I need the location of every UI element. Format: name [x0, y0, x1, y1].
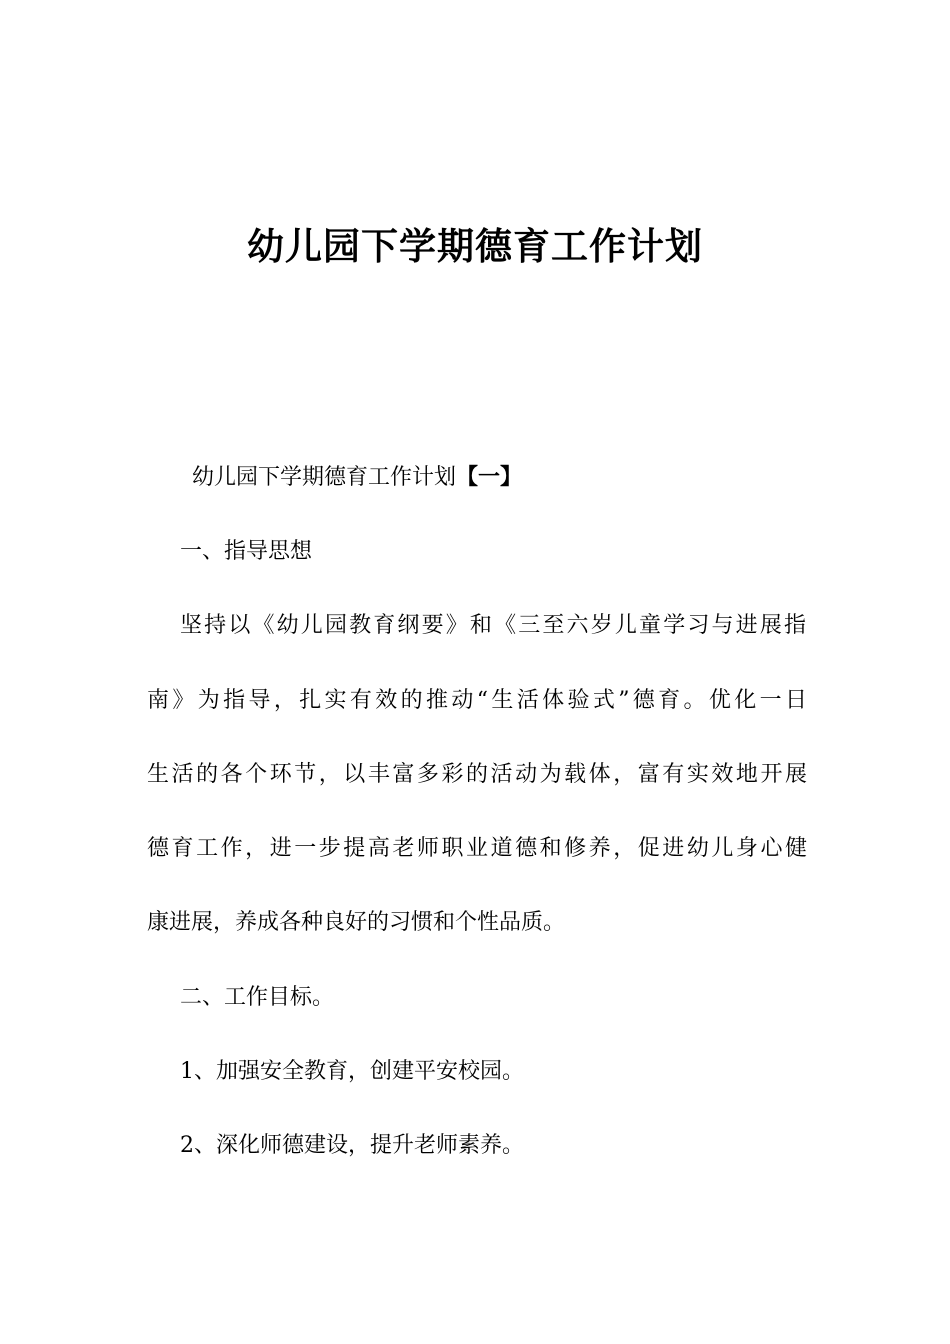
document-title: 幼儿园下学期德育工作计划 [247, 225, 703, 268]
paragraph-line: 康进展，养成各种良好的习惯和个性品质。 [147, 910, 566, 935]
paragraph-line: 南》为指导，扎实有效的推动“生活体验式”德育。优化一日 [147, 688, 807, 713]
section-heading-guiding-ideology: 一、指导思想 [180, 539, 313, 564]
plan-subtitle-number: 【一】 [456, 464, 523, 490]
plan-subtitle-text: 幼儿园下学期德育工作计划 [192, 465, 457, 490]
section-heading-work-goals: 二、工作目标。 [180, 985, 335, 1010]
paragraph-line: 坚持以《幼儿园教育纲要》和《三至六岁儿童学习与进展指 [180, 613, 806, 638]
goal-item: 2、深化师德建设，提升老师素养。 [180, 1133, 524, 1158]
paragraph-line: 生活的各个环节，以丰富多彩的活动为载体，富有实效地开展 [147, 762, 807, 787]
plan-subtitle [192, 462, 852, 493]
paragraph-line: 德育工作，进一步提高老师职业道德和修养，促进幼儿身心健 [147, 836, 807, 861]
goal-item: 1、加强安全教育，创建平安校园。 [180, 1059, 524, 1084]
